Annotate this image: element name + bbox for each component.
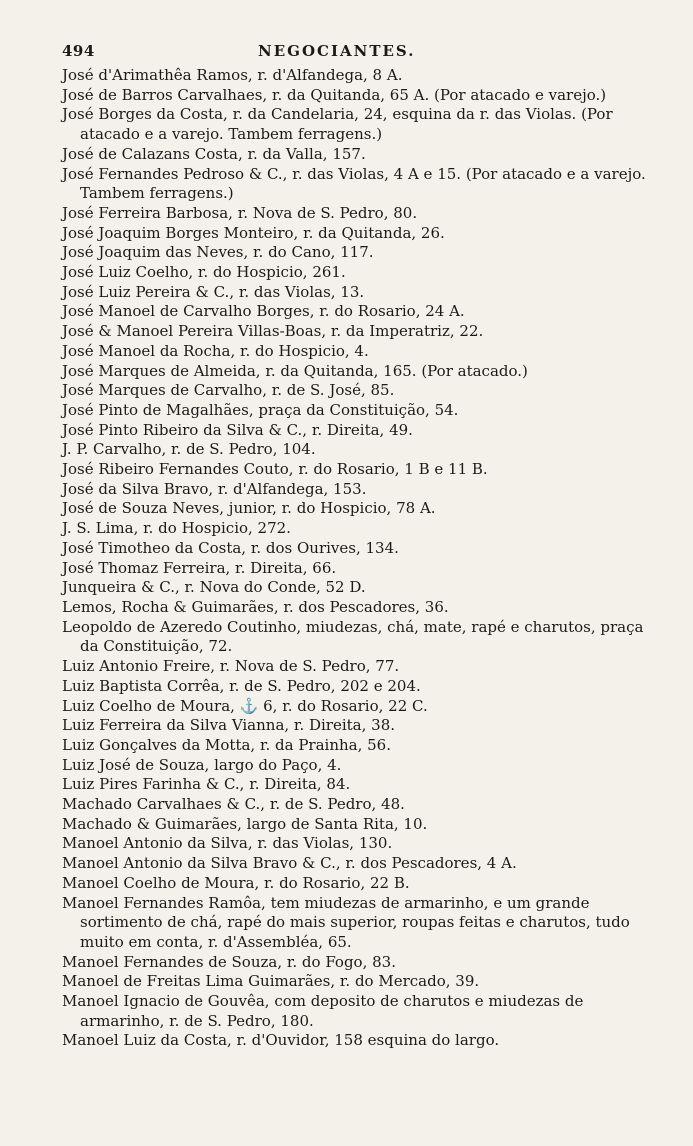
list-item: Luiz Ferreira da Silva Vianna, r. Direita, 38. xyxy=(62,716,396,735)
list-item: José Thomaz Ferreira, r. Direita, 66. xyxy=(62,558,337,577)
list-item: José & Manoel Pereira Villas-Boas, r. da Imperatriz, 22. xyxy=(62,322,484,341)
list-item: Luiz Gonçalves da Motta, r. da Prainha, 56. xyxy=(62,735,391,754)
list-item: Luiz Pires Farinha & C., r. Direita, 84. xyxy=(62,775,351,794)
list-item: José Marques de Almeida, r. da Quitanda, 165. (Por atacado.) xyxy=(62,361,528,380)
list-item: Leopoldo de Azeredo Coutinho, miudezas, chá, mate, rapé e charutos, praça da Constituição, 72. xyxy=(62,617,644,656)
page-number: 494 xyxy=(62,42,95,60)
list-item: Junqueira & C., r. Nova do Conde, 52 D. xyxy=(62,578,366,597)
list-item: José Ribeiro Fernandes Couto, r. do Rosario, 1 B e 11 B. xyxy=(62,460,488,479)
list-item: José Fernandes Pedroso & C., r. das Violas, 4 A e 15. (Por atacado e a varejo. Tambem ferragens.) xyxy=(62,164,646,203)
list-item: Lemos, Rocha & Guimarães, r. dos Pescadores, 36. xyxy=(62,597,449,616)
list-item: Manoel Luiz da Costa, r. d'Ouvidor, 158 esquina do largo. xyxy=(62,1031,500,1050)
list-item: José Borges da Costa, r. da Candelaria, 24, esquina da r. das Violas. (Por atacado e a varejo. Tambem ferragens.) xyxy=(62,105,613,144)
list-item: Manoel Fernandes Ramôa, tem miudezas de armarinho, e um grande sortimento de chá, rapé do mais superior, roupas feitas e charutos, tudo muito em conta, r. d'Assembléa, 65. xyxy=(62,893,630,951)
list-item: Luiz Baptista Corrêa, r. de S. Pedro, 202 e 204. xyxy=(62,676,421,695)
merchant-list xyxy=(62,66,663,1051)
list-item: José d'Arimathêa Ramos, r. d'Alfandega, 8 A. xyxy=(62,66,403,84)
list-item: Manoel Coelho de Moura, r. do Rosario, 22 B. xyxy=(62,873,410,892)
list-item: José de Barros Carvalhaes, r. da Quitanda, 65 A. (Por atacado e varejo.) xyxy=(62,85,607,104)
list-item: Manoel Ignacio de Gouvêa, com deposito de charutos e miudezas de armarinho, r. de S. Pedro, 180. xyxy=(62,992,584,1030)
list-item: José da Silva Bravo, r. d'Alfandega, 153. xyxy=(62,479,367,498)
list-item: José Joaquim das Neves, r. do Cano, 117. xyxy=(62,243,374,262)
page-header xyxy=(62,34,663,60)
list-item: J. S. Lima, r. do Hospicio, 272. xyxy=(62,519,291,538)
list-item: Manoel Antonio da Silva Bravo & C., r. dos Pescadores, 4 A. xyxy=(62,854,517,873)
list-item: José Luiz Coelho, r. do Hospicio, 261. xyxy=(62,263,346,282)
list-item: Machado Carvalhaes & C., r. de S. Pedro, 48. xyxy=(62,795,405,814)
list-item: Manoel Fernandes de Souza, r. do Fogo, 83. xyxy=(62,952,396,971)
list-item: José Timotheo da Costa, r. dos Ourives, 134. xyxy=(62,538,399,557)
page-title: NEGOCIANTES. xyxy=(258,42,416,60)
list-item: José Manoel da Rocha, r. do Hospicio, 4. xyxy=(62,341,369,360)
list-item: José Pinto Ribeiro da Silva & C., r. Direita, 49. xyxy=(62,420,413,439)
list-item: José de Souza Neves, junior, r. do Hospicio, 78 A. xyxy=(62,499,436,518)
list-item: José Pinto de Magalhães, praça da Constituição, 54. xyxy=(62,400,459,419)
list-item: José Ferreira Barbosa, r. Nova de S. Pedro, 80. xyxy=(62,203,418,222)
list-item: J. P. Carvalho, r. de S. Pedro, 104. xyxy=(62,440,316,459)
list-item: Luiz Antonio Freire, r. Nova de S. Pedro, 77. xyxy=(62,657,400,676)
list-item: José de Calazans Costa, r. da Valla, 157. xyxy=(62,144,366,163)
list-item: José Joaquim Borges Monteiro, r. da Quitanda, 26. xyxy=(62,223,445,242)
list-item: José Marques de Carvalho, r. de S. José, 85. xyxy=(62,381,395,400)
list-item: Luiz Coelho de Moura, ⚓ 6, r. do Rosario, 22 C. xyxy=(62,696,428,715)
list-item: Machado & Guimarães, largo de Santa Rita, 10. xyxy=(62,814,428,833)
list-item: Luiz José de Souza, largo do Paço, 4. xyxy=(62,755,342,774)
list-item: Manoel de Freitas Lima Guimarães, r. do Mercado, 39. xyxy=(62,972,480,991)
list-item: Manoel Antonio da Silva, r. das Violas, 130. xyxy=(62,834,393,853)
list-item: José Manoel de Carvalho Borges, r. do Rosario, 24 A. xyxy=(62,302,465,321)
list-item: José Luiz Pereira & C., r. das Violas, 13. xyxy=(62,282,365,301)
